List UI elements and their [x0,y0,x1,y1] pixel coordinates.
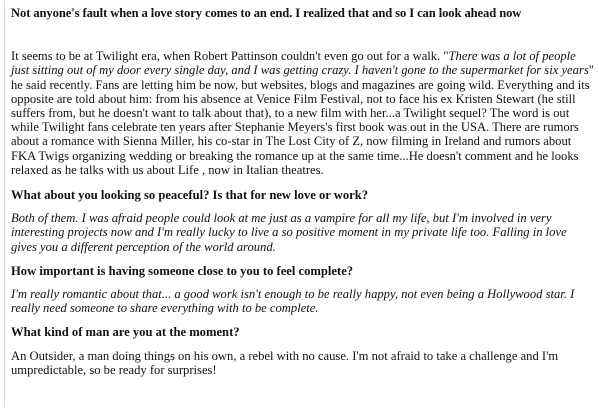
question-1: What about you looking so peaceful? Is that for new love or work? [11,188,369,203]
answer-3: An Outsider, a man doing things on his own, a rebel with no cause. I'm not afraid to take a challenge and I'm umpredictable, so be ready for surprises! [11,348,559,377]
intro-paragraph [11,49,595,177]
article-page [4,2,595,406]
answer-2 [11,287,595,315]
question-3: What kind of man are you at the moment? [11,325,240,340]
question-2: How important is having someone close to you to feel complete? [11,263,354,278]
intro-text-end: " he said recently. Fans are letting him be now, but websites, blogs and magazines are going wild. Everything and its opposite are told about him: from his absence at Venice Film Festival, not to face his ex Kristen Stewart (he still suffers from, but he doesn't want to talk about that), to a new film with her...a Twilight sequel? The word is out while Twilight fans celebrate ten years after Stephanie Meyers's first book was out in the USA. There are rumors about a romance with Sienna Miller, his co-star in The Lost City of Z, now filming in Ireland and rumors about FKA Twigs organizing wedding or breaking the romance up at the same time...He doesn't comment and he looks relaxed as he talks with us about Life , now in Italian theatres. [11,63,594,177]
answer-2-text: I'm really romantic about that... a good work isn't enough to be really happy, not even being a Hollywood star. I really need someone to share everything with to be complete. [11,287,575,316]
answer-1-text: Both of them. I was afraid people could look at me just as a vampire for all my life, but I'm involved in very interesting projects now and I'm really lucky to live a so positive moment in my private life too. Falling in love gives you a different perception of the world around. [11,211,567,254]
intro-text-start: It seems to be at Twilight era, when Robert Pattinson couldn't even go out for a walk. " [11,49,449,64]
intro-quote: There was a lot of people just sitting out of my door every single day, and I was getting crazy. I haven't gone to the supermarket for six years [11,49,589,78]
article-headline: Not anyone's fault when a love story comes to an end. I realized that and so I can look ahead now [11,6,522,20]
answer-1 [11,211,595,254]
